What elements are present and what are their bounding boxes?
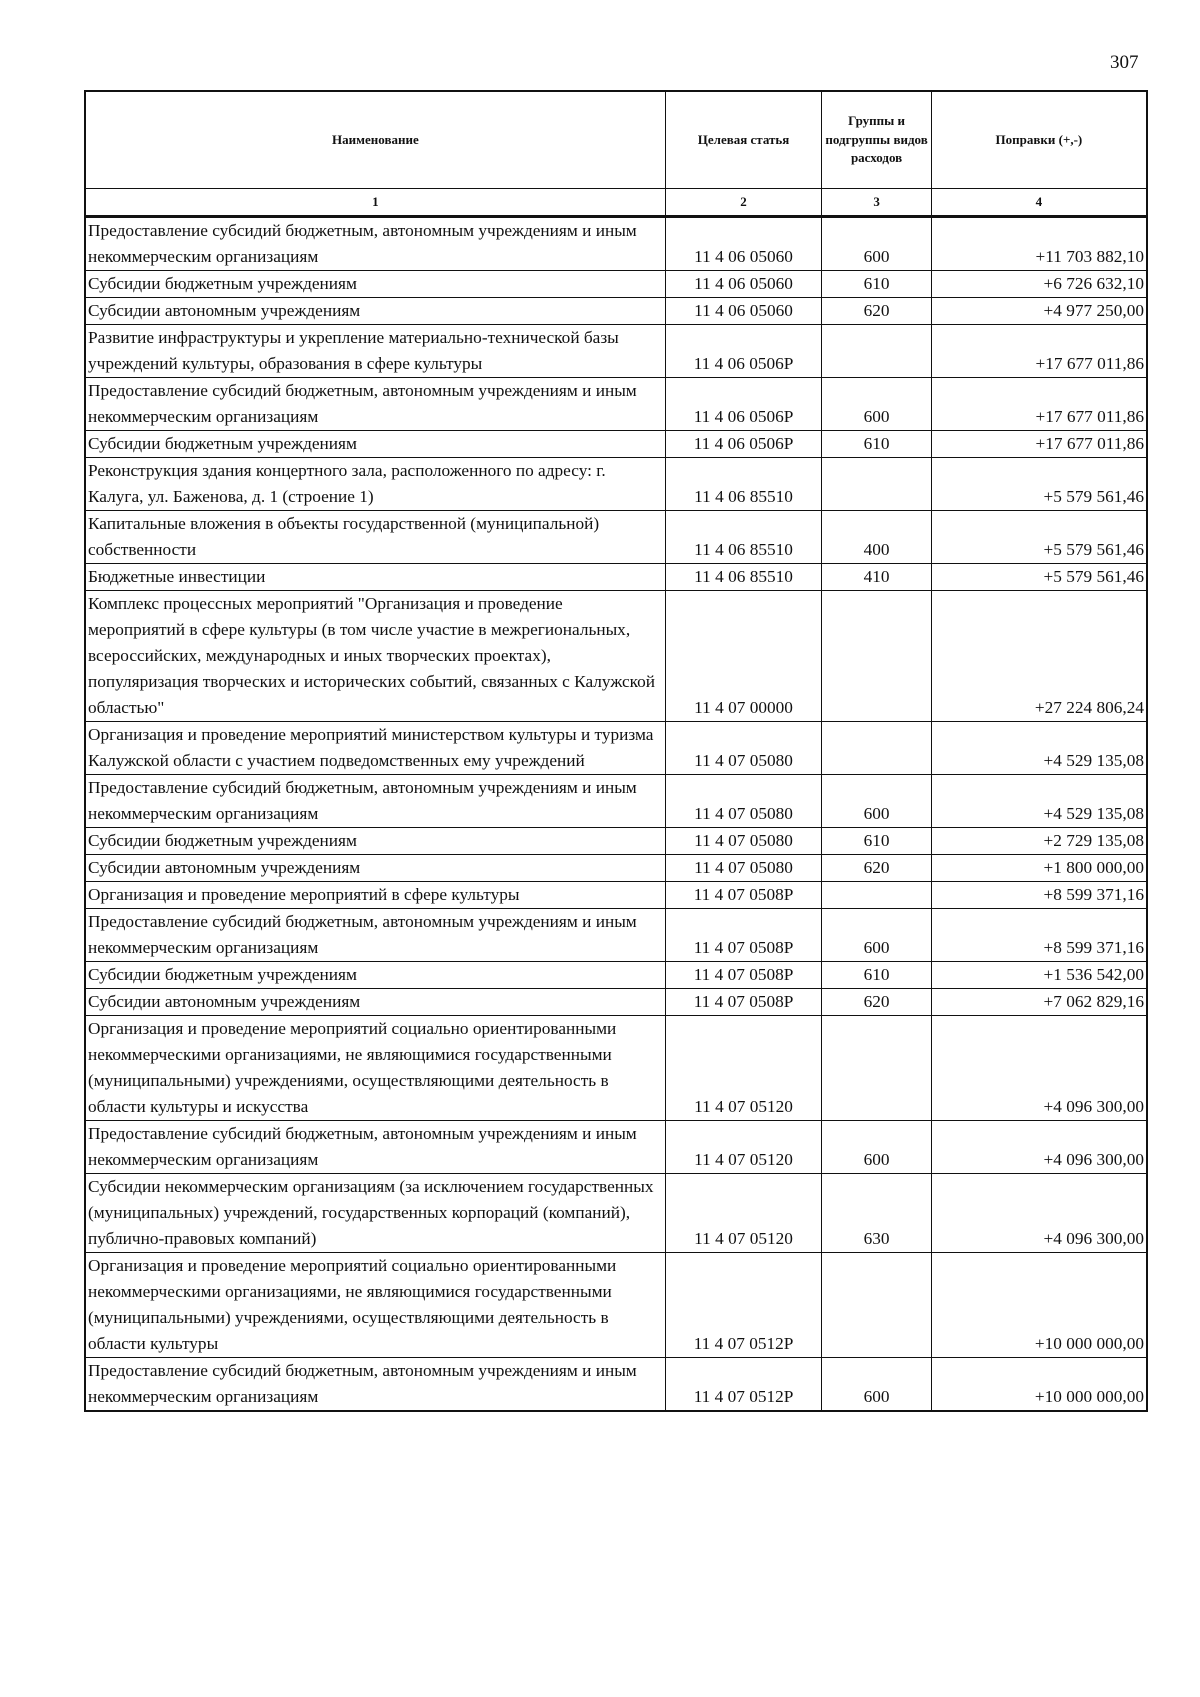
- row-target-article-cell: 11 4 06 05060: [665, 298, 822, 325]
- row-expense-group-cell: 400: [822, 511, 931, 564]
- row-expense-group-cell: 600: [822, 775, 931, 828]
- row-target-article-cell: 11 4 06 0506P: [665, 325, 822, 378]
- row-amendment-cell: +4 977 250,00: [931, 298, 1147, 325]
- table-row: [85, 962, 1147, 989]
- row-target-article-cell: 11 4 06 0506P: [665, 378, 822, 431]
- row-amendment-cell: +1 800 000,00: [931, 855, 1147, 882]
- row-name-cell: Субсидии бюджетным учреждениям: [85, 962, 665, 989]
- row-amendment-cell: +1 536 542,00: [931, 962, 1147, 989]
- table-row: [85, 1121, 1147, 1174]
- row-name-cell: Капитальные вложения в объекты государственной (муниципальной) собственности: [85, 511, 665, 564]
- table-row: [85, 325, 1147, 378]
- table-row: [85, 855, 1147, 882]
- row-expense-group-cell: 620: [822, 298, 931, 325]
- row-expense-group-cell: [822, 458, 931, 511]
- row-expense-group-cell: 600: [822, 1121, 931, 1174]
- column-number: 4: [931, 189, 1147, 217]
- row-expense-group-cell: 610: [822, 431, 931, 458]
- table-row: [85, 909, 1147, 962]
- table-row: [85, 882, 1147, 909]
- column-number: 1: [85, 189, 665, 217]
- row-expense-group-cell: 610: [822, 271, 931, 298]
- row-expense-group-cell: [822, 722, 931, 775]
- row-expense-group-cell: 630: [822, 1174, 931, 1253]
- row-name-cell: Предоставление субсидий бюджетным, автономным учреждениям и иным некоммерческим организациям: [85, 775, 665, 828]
- row-target-article-cell: 11 4 06 85510: [665, 458, 822, 511]
- table-row: [85, 298, 1147, 325]
- row-target-article-cell: 11 4 06 85510: [665, 564, 822, 591]
- budget-amendments-table: [84, 90, 1148, 1412]
- row-target-article-cell: 11 4 07 0512P: [665, 1253, 822, 1358]
- row-expense-group-cell: 600: [822, 909, 931, 962]
- row-target-article-cell: 11 4 07 0508P: [665, 989, 822, 1016]
- row-expense-group-cell: [822, 1016, 931, 1121]
- header-target-article: Целевая статья: [665, 91, 822, 189]
- row-amendment-cell: +6 726 632,10: [931, 271, 1147, 298]
- row-name-cell: Организация и проведение мероприятий министерством культуры и туризма Калужской области с участием подведомственных ему учреждений: [85, 722, 665, 775]
- row-name-cell: Субсидии бюджетным учреждениям: [85, 271, 665, 298]
- row-expense-group-cell: [822, 325, 931, 378]
- table-row: [85, 217, 1147, 271]
- row-expense-group-cell: 610: [822, 962, 931, 989]
- row-amendment-cell: +7 062 829,16: [931, 989, 1147, 1016]
- row-name-cell: Субсидии некоммерческим организациям (за исключением государственных (муниципальных) учреждений, государственных корпораций (компаний), публично-правовых компаний): [85, 1174, 665, 1253]
- row-amendment-cell: +10 000 000,00: [931, 1253, 1147, 1358]
- row-name-cell: Субсидии автономным учреждениям: [85, 989, 665, 1016]
- row-amendment-cell: +4 096 300,00: [931, 1174, 1147, 1253]
- table-body: [85, 189, 1147, 1412]
- row-name-cell: Комплекс процессных мероприятий "Организация и проведение мероприятий в сфере культуры (в том числе участие в межрегиональных, всероссийских, международных и иных творческих проектах), популяризация творческих и исторических событий, связанных с Калужской областью": [85, 591, 665, 722]
- row-expense-group-cell: 620: [822, 989, 931, 1016]
- row-name-cell: Субсидии автономным учреждениям: [85, 855, 665, 882]
- page-number: 307: [1110, 52, 1139, 73]
- column-number: 2: [665, 189, 822, 217]
- row-target-article-cell: 11 4 07 05080: [665, 722, 822, 775]
- row-amendment-cell: +4 096 300,00: [931, 1121, 1147, 1174]
- row-target-article-cell: 11 4 06 85510: [665, 511, 822, 564]
- table-row: [85, 431, 1147, 458]
- row-expense-group-cell: [822, 882, 931, 909]
- row-expense-group-cell: 620: [822, 855, 931, 882]
- row-amendment-cell: +5 579 561,46: [931, 458, 1147, 511]
- row-name-cell: Субсидии бюджетным учреждениям: [85, 431, 665, 458]
- row-expense-group-cell: 610: [822, 828, 931, 855]
- row-name-cell: Организация и проведение мероприятий социально ориентированными некоммерческими организациями, не являющимися государственными (муниципальными) учреждениями, осуществляющими деятельность в области культуры и искусства: [85, 1016, 665, 1121]
- row-name-cell: Предоставление субсидий бюджетным, автономным учреждениям и иным некоммерческим организациям: [85, 1121, 665, 1174]
- row-amendment-cell: +4 529 135,08: [931, 722, 1147, 775]
- table-row: [85, 1253, 1147, 1358]
- row-name-cell: Реконструкция здания концертного зала, расположенного по адресу: г. Калуга, ул. Баженова, д. 1 (строение 1): [85, 458, 665, 511]
- table-row: [85, 458, 1147, 511]
- row-target-article-cell: 11 4 07 0512P: [665, 1358, 822, 1412]
- table-row: [85, 1016, 1147, 1121]
- column-number-row: [85, 189, 1147, 217]
- row-amendment-cell: +10 000 000,00: [931, 1358, 1147, 1412]
- table-row: [85, 828, 1147, 855]
- table-row: [85, 989, 1147, 1016]
- table-row: [85, 271, 1147, 298]
- header-amendments: Поправки (+,-): [931, 91, 1147, 189]
- row-target-article-cell: 11 4 07 05080: [665, 775, 822, 828]
- row-expense-group-cell: 600: [822, 378, 931, 431]
- table-row: [85, 511, 1147, 564]
- row-expense-group-cell: 600: [822, 1358, 931, 1412]
- row-target-article-cell: 11 4 07 05080: [665, 828, 822, 855]
- table-row: [85, 722, 1147, 775]
- row-target-article-cell: 11 4 07 05120: [665, 1016, 822, 1121]
- row-name-cell: Субсидии бюджетным учреждениям: [85, 828, 665, 855]
- row-amendment-cell: +8 599 371,16: [931, 882, 1147, 909]
- row-target-article-cell: 11 4 07 0508P: [665, 962, 822, 989]
- table-row: [85, 378, 1147, 431]
- row-target-article-cell: 11 4 07 0508P: [665, 909, 822, 962]
- row-amendment-cell: +2 729 135,08: [931, 828, 1147, 855]
- table-row: [85, 1174, 1147, 1253]
- row-target-article-cell: 11 4 07 00000: [665, 591, 822, 722]
- row-target-article-cell: 11 4 07 05080: [665, 855, 822, 882]
- row-amendment-cell: +5 579 561,46: [931, 511, 1147, 564]
- row-target-article-cell: 11 4 06 0506P: [665, 431, 822, 458]
- row-name-cell: Предоставление субсидий бюджетным, автономным учреждениям и иным некоммерческим организациям: [85, 1358, 665, 1412]
- row-expense-group-cell: 600: [822, 217, 931, 271]
- row-amendment-cell: +11 703 882,10: [931, 217, 1147, 271]
- column-number: 3: [822, 189, 931, 217]
- table-row: [85, 775, 1147, 828]
- row-expense-group-cell: [822, 591, 931, 722]
- row-name-cell: Организация и проведение мероприятий социально ориентированными некоммерческими организациями, не являющимися государственными (муниципальными) учреждениями, осуществляющими деятельность в области культуры: [85, 1253, 665, 1358]
- row-target-article-cell: 11 4 07 0508P: [665, 882, 822, 909]
- row-expense-group-cell: 410: [822, 564, 931, 591]
- row-amendment-cell: +17 677 011,86: [931, 325, 1147, 378]
- row-name-cell: Предоставление субсидий бюджетным, автономным учреждениям и иным некоммерческим организациям: [85, 909, 665, 962]
- row-name-cell: Предоставление субсидий бюджетным, автономным учреждениям и иным некоммерческим организациям: [85, 217, 665, 271]
- row-expense-group-cell: [822, 1253, 931, 1358]
- row-amendment-cell: +4 529 135,08: [931, 775, 1147, 828]
- row-name-cell: Организация и проведение мероприятий в сфере культуры: [85, 882, 665, 909]
- row-amendment-cell: +4 096 300,00: [931, 1016, 1147, 1121]
- table-header-row: [85, 91, 1147, 189]
- row-amendment-cell: +17 677 011,86: [931, 378, 1147, 431]
- row-target-article-cell: 11 4 07 05120: [665, 1174, 822, 1253]
- row-name-cell: Субсидии автономным учреждениям: [85, 298, 665, 325]
- table-row: [85, 1358, 1147, 1412]
- row-target-article-cell: 11 4 07 05120: [665, 1121, 822, 1174]
- row-target-article-cell: 11 4 06 05060: [665, 217, 822, 271]
- row-amendment-cell: +27 224 806,24: [931, 591, 1147, 722]
- row-name-cell: Развитие инфраструктуры и укрепление материально-технической базы учреждений культуры, образования в сфере культуры: [85, 325, 665, 378]
- table-row: [85, 591, 1147, 722]
- row-amendment-cell: +17 677 011,86: [931, 431, 1147, 458]
- row-name-cell: Предоставление субсидий бюджетным, автономным учреждениям и иным некоммерческим организациям: [85, 378, 665, 431]
- header-expense-groups: Группы и подгруппы видов расходов: [822, 91, 931, 189]
- row-amendment-cell: +8 599 371,16: [931, 909, 1147, 962]
- table-row: [85, 564, 1147, 591]
- header-name: Наименование: [85, 91, 665, 189]
- row-target-article-cell: 11 4 06 05060: [665, 271, 822, 298]
- row-name-cell: Бюджетные инвестиции: [85, 564, 665, 591]
- row-amendment-cell: +5 579 561,46: [931, 564, 1147, 591]
